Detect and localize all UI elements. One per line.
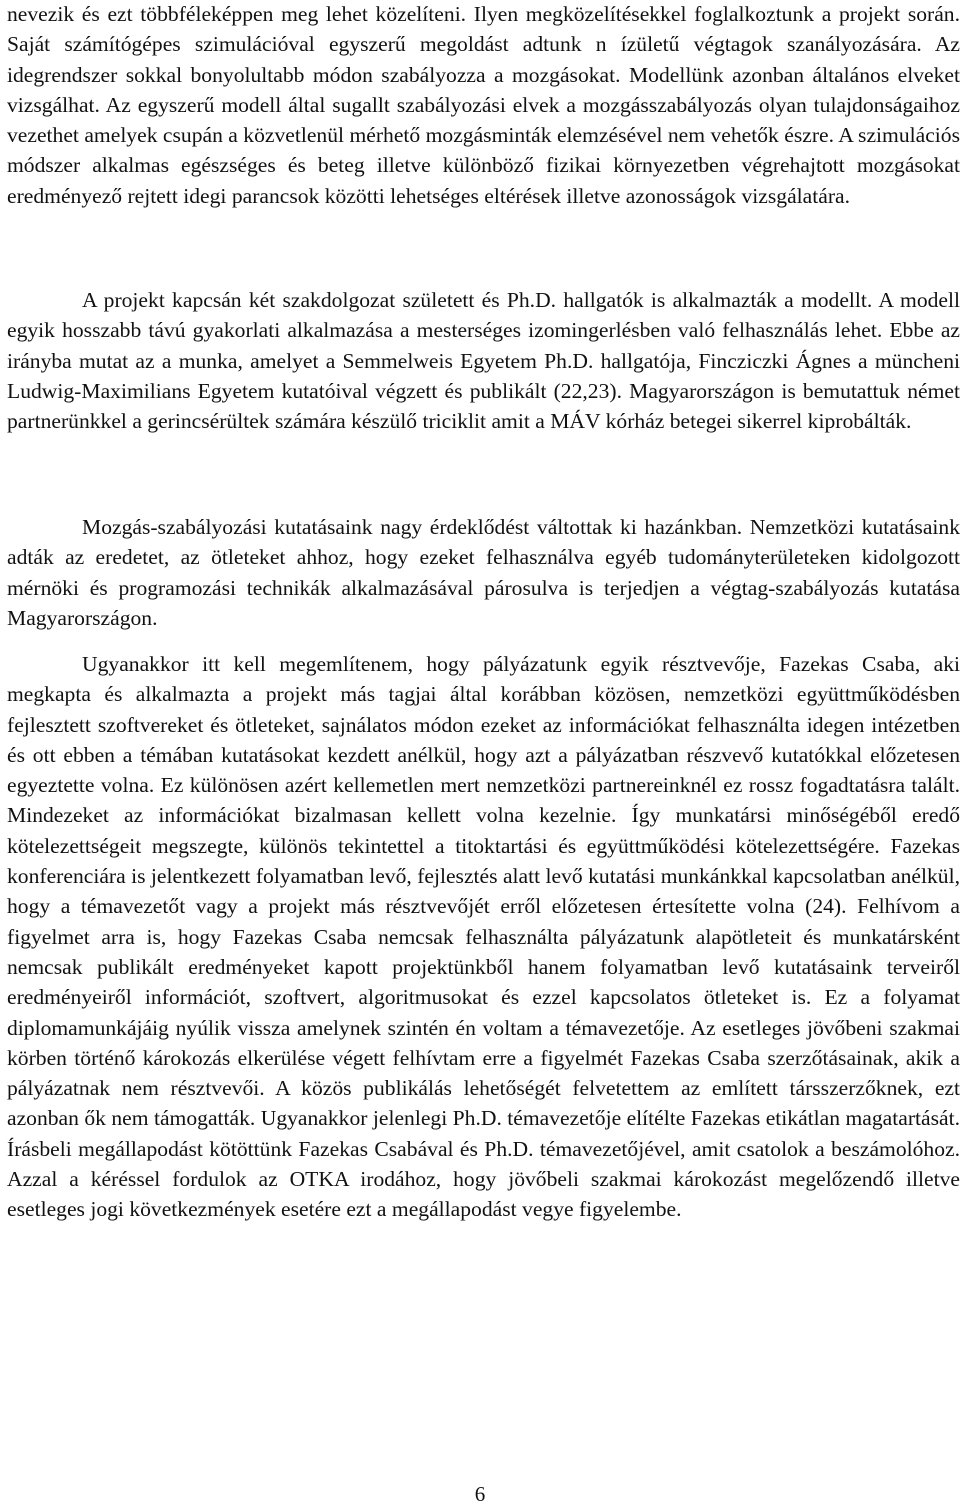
page-number: 6 (474, 1482, 486, 1506)
paragraph-3: Mozgás-szabályozási kutatásaink nagy érdeklődést váltottak ki hazánkban. Nemzetközi kutatásaink adták az eredetet, az ötleteket ahhoz, hogy ezeket felhasználva egyéb tudományterületeken kidolgozott mérnöki és programozási technikák alkalmazásával párosulva is terjedjen a végtag-szabályozás kutatása Magyarországon. (7, 515, 960, 630)
paragraph-1: nevezik és ezt többféleképpen meg lehet közelíteni. Ilyen megközelítésekkel foglalkoztunk a projekt során. Saját számítógépes szimulációval egyszerű megoldást adtunk n ízületű végtagok szanályozására. Az idegrendszer sokkal bonyolultabb módon szabályozza a mozgásokat. Modellünk azonban általános elveket vizsgálhat. Az egyszerű modell által sugallt szabályozási elvek a mozgásszabályozás olyan tulajdonságaihoz vezethet amelyek csupán a közvetlenül mérhető mozgásminták elemzésével nem vehetők észre. A szimulációs módszer alkalmas egészséges és beteg illetve különböző fizikai környezetben végrehajtott mozgásokat eredményező rejtett idegi parancsok közötti lehetséges eltérések illetve azonosságok vizsgálatára. (7, 2, 960, 208)
paragraph-4: Ugyanakkor itt kell megemlítenem, hogy pályázatunk egyik résztvevője, Fazekas Csaba, aki megkapta és alkalmazta a projekt más tagjai által korábban közösen, nemzetközi együttműködésben fejlesztett szoftvereket és ötleteket, sajnálatos módon ezeket az információkat felhasználta idegen intézetben és ott ebben a témában kutatásokat kezdett anélkül, hogy azt a pályázatban részvevő kutatókkal előzetesen egyeztette volna. Ez különösen azért kellemetlen mert nemzetközi partnereinknél ez rossz fogadtatásra talált. Mindezeket az információkat bizalmasan kellett volna kezelnie. Így munkatársi minőségéből eredő kötelezettségeit megszegte, különös tekintettel a titoktartási és együttműködési kötelezettségére. Fazekas konferenciára is jelentkezett folyamatban levő, fejlesztés alatt levő kutatási munkánkkal kapcsolatban anélkül, hogy a témavezetőt vagy a projekt más résztvevőjét erről előzetesen értesítette volna (24). Felhívom a figyelmet arra is, hogy Fazekas Csaba nemcsak felhasználta pályázatunk alapötleteit és munkatársként nemcsak publikált eredményeket kapott projektünkből hanem folyamatban levő kutatásaink terveiről eredményeiről információt, szoftvert, algoritmusokat és ezzel kapcsolatos ötleteket is. Ez a folyamat diplomamunkájáig nyúlik vissza amelynek szintén én voltam a témavezetője. Az esetleges jövőbeni szakmai körben történő károkozás elkerülése végett felhívtam erre a figyelmét Fazekas Csaba szerzőtásainak, akik a pályázatnak nem résztvevői. A közös publikálás lehetőségét felvetettem az említett társszerzőknek, ezt azonban ők nem támogatták. Ugyanakkor jelenlegi Ph.D. témavezetője elítélte Fazekas etikátlan magatartását. Írásbeli megállapodást kötöttünk Fazekas Csabával és Ph.D. témavezetőjével, amit csatolok a beszámolóhoz. Azzal a kéréssel fordulok az OTKA irodához, hogy jövőbeli szakmai károkozást megelőzendő illetve esetleges jogi következmények esetére ezt a megállapodást vegye figyelembe. (7, 652, 960, 1222)
paragraph-2: A projekt kapcsán két szakdolgozat született és Ph.D. hallgatók is alkalmazták a modellt. A modell egyik hosszabb távú gyakorlati alkalmazása a mesterséges izomingerlésben való felhasználás lehet. Ebbe az irányba mutat az a munka, amelyet a Semmelweis Egyetem Ph.D. hallgatója, Fincziczki Ágnes a müncheni Ludwig-Maximilians Egyetem kutatóival végzett és publikált (22,23). Magyarországon is bemutattuk német partnerünkkel a gerincsérültek számára készülő triciklit amit a MÁV kórház betegei sikerrel kiprobálták. (7, 288, 960, 434)
